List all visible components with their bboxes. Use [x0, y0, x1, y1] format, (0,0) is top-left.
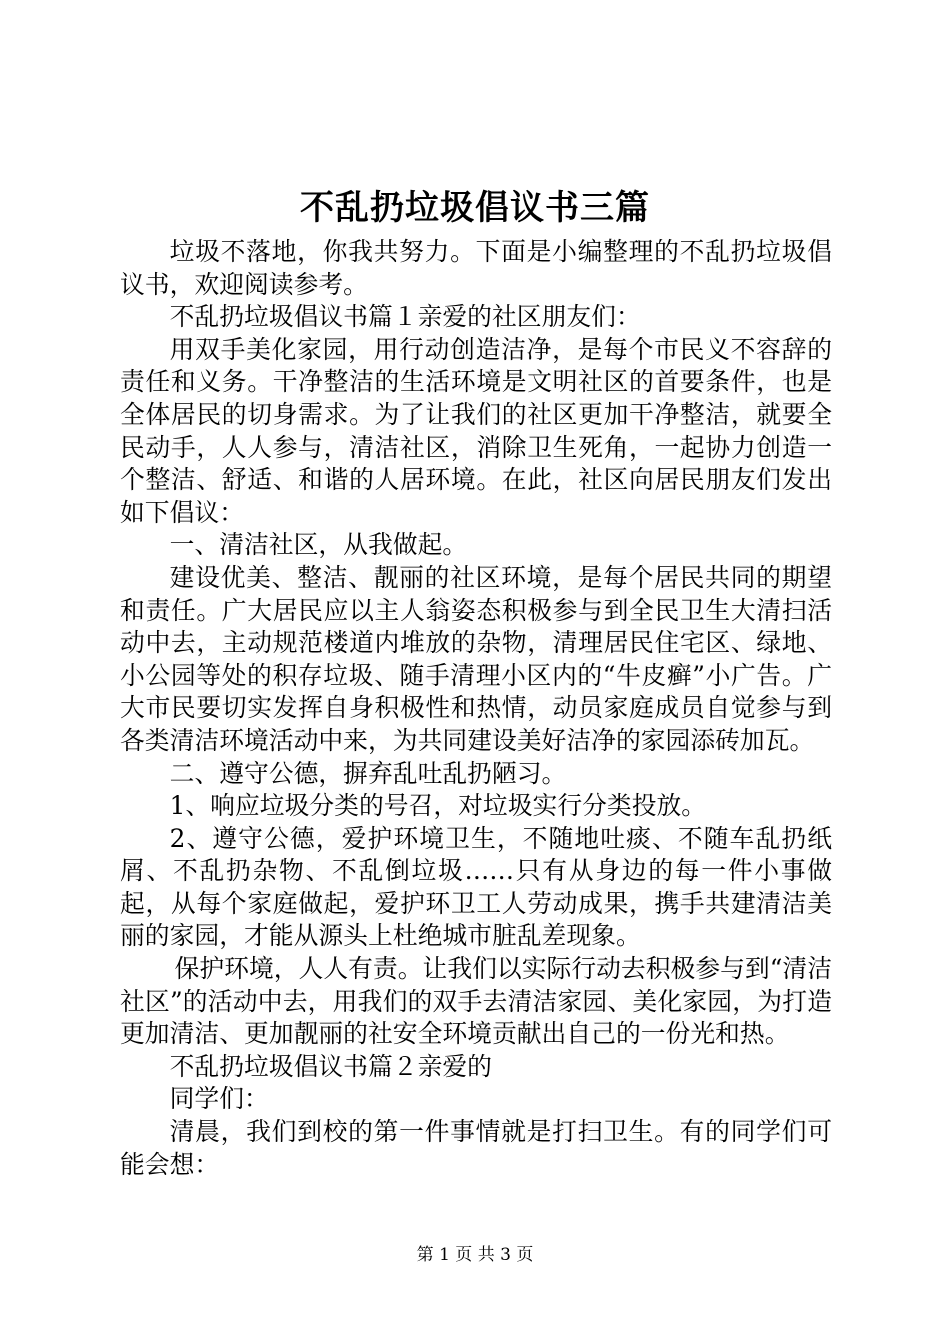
proposal-1-heading: 一、清洁社区，从我做起。 — [169, 530, 468, 560]
section-2-greeting: 同学们： — [169, 1084, 269, 1114]
document-body — [120, 236, 832, 1181]
closing-paragraph: 保护环境，人人有责。让我们以实际行动去积极参与到“清洁社区”的活动中去，用我们的双手去清洁家园、美化家园，为打造更加清洁、更加靓丽的社安全环境贡献出自己的一份光和热。 — [120, 954, 832, 1049]
proposal-2-heading: 二、遵守公德，摒弃乱吐乱扔陋习。 — [169, 758, 567, 788]
proposal-1-paragraph: 建设优美、整洁、靓丽的社区环境，是每个居民共同的期望和责任。广大居民应以主人翁姿态积极参与到全民卫生大清扫活动中去，主动规范楼道内堆放的杂物，清理居民住宅区、绿地、小公园等处的积存垃圾、随手清理小区内的“牛皮癣”小广告。广大市民要切实发挥自身积极性和热情，动员家庭成员自觉参与到各类清洁环境活动中来，为共同建设美好洁净的家园添砖加瓦。 — [120, 562, 832, 755]
proposal-2-item-1: 1、响应垃圾分类的号召，对垃圾实行分类投放。 — [169, 791, 707, 821]
document-title: 不乱扔垃圾倡议书三篇 — [300, 188, 650, 228]
section-2-heading: 不乱扔垃圾倡议书篇２亲爱的 — [169, 1051, 492, 1081]
page-footer: 第 1 页 共 3 页 — [416, 1245, 534, 1265]
intro-paragraph: 垃圾不落地，你我共努力。下面是小编整理的不乱扔垃圾倡议书，欢迎阅读参考。 — [120, 237, 832, 299]
proposal-2-item-2: 2、遵守公德，爱护环境卫生，不随地吐痰、不随车乱扔纸屑、不乱扔杂物、不乱倒垃圾……只有从身边的每一件小事做起，从每个家庭做起，爱护环卫工人劳动成果，携手共建清洁美丽的家园，才能从源头上杜绝城市脏乱差现象。 — [120, 823, 832, 951]
section-2-paragraph: 清晨，我们到校的第一件事情就是打扫卫生。有的同学们可能会想： — [120, 1117, 832, 1179]
section-1-opening-paragraph: 用双手美化家园，用行动创造洁净，是每个市民义不容辞的责任和义务。干净整洁的生活环境是文明社区的首要条件，也是全体居民的切身需求。为了让我们的社区更加干净整洁，就要全民动手，人人参与，清洁社区，消除卫生死角，一起协力创造一个整洁、舒适、和谐的人居环境。在此，社区向居民朋友们发出如下倡议： — [120, 334, 832, 527]
section-1-heading: 不乱扔垃圾倡议书篇１亲爱的社区朋友们： — [169, 302, 641, 332]
